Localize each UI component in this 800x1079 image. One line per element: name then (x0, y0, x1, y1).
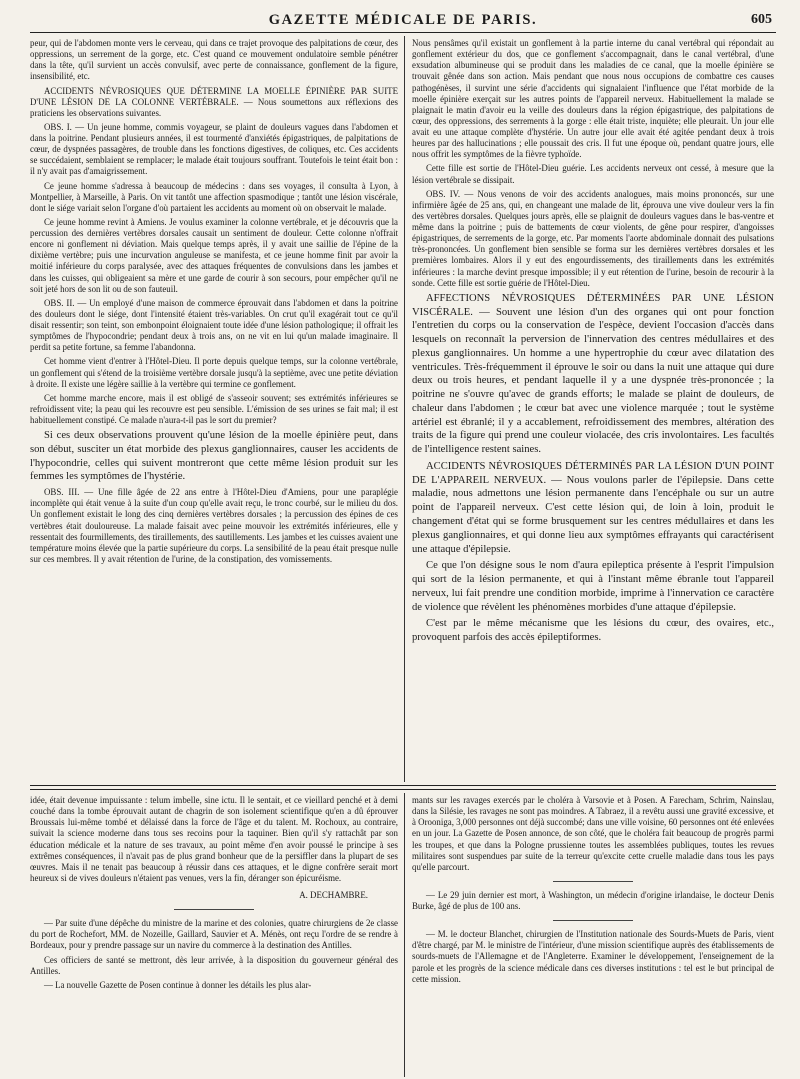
section-heading-paragraph: ACCIDENTS NÉVROSIQUES DÉTERMINÉS PAR LA LÉSION D'UN POINT DE L'APPAREIL NERVEUX. — Nous voulons parler de l'épilepsie. Dans cette maladie, nous admettons une lésion permanente dans l'encéphale ou sur un autre point de l'appareil nerveux. C'est cette lésion qui, de loin à loin, produit le changement d'état qui se forme brusquement sur les centres médullaires et dans les plexus ganglionnaires, et qui donne lieu aux symptômes effrayants qui caractérisent une attaque d'épilepsie. (412, 460, 774, 555)
page-number: 605 (751, 12, 772, 27)
news-item: Ces officiers de santé se mettront, dès leur arrivée, à la disposition du gouverneur général des Antilles. (30, 954, 398, 976)
paragraph: Ce jeune homme s'adressa à beaucoup de médecins : dans ses voyages, il consulta à Lyon, à Montpellier, à Marseille, à Paris. On vit tantôt une affection spasmodique ; tantôt une lésion viscérale, dont le siége variait selon l'organe d'où partaient les accidents au moment où on observait le malade. (30, 180, 398, 213)
paragraph-large: Ce que l'on désigne sous le nom d'aura epileptica présente à l'esprit l'impulsion qui sort de la lésion permanente, et qui à l'instant même ébranle tout l'appareil nerveux, lui fait prendre une condition morbide, imprime à l'innervation ce caractère de violence que révèlent les phénomènes morbides d'une attaque d'épilepsie. (412, 560, 774, 613)
separator (553, 881, 633, 882)
paragraph: Cet homme vient d'entrer à l'Hôtel-Dieu. Il porte depuis quelque temps, sur la colonne vertébrale, un gonflement qui s'étend de la troisième vertèbre dorsale jusqu'à la septième, avec une petite déviation à droite. Il existe une légère saillie à la vertèbre qui termine ce gonflement. (30, 356, 398, 389)
paragraph-large: Si ces deux observations prouvent qu'une lésion de la moelle épinière peut, dans son début, susciter un état morbide des plexus ganglionnaires, causer les accidents de l'hypocondrie, celles qui suivent montreront que cette même lésion produit sur les femmes les symptômes de l'hystérie. (30, 430, 398, 483)
paragraph: Cet homme marche encore, mais il est obligé de s'asseoir souvent; ses extrémités inférieures se refroidissent vite; la peau qui les recouvre est peu sensible. L'émission de ses urines se fait mal; il est habituellement constipé. Ce malade n'aura-t-il pas le sort du premier? (30, 392, 398, 425)
bottom-left-column (30, 795, 398, 1075)
journal-title: GAZETTE MÉDICALE DE PARIS. (268, 12, 538, 28)
paragraph: Nous pensâmes qu'il existait un gonflement à la partie interne du canal vertébral qui répondait au gonflement extérieur du dos, que ce gonflement s'accompagnait, dans le canal vertébral, d'une exsudation albumineuse qui se produit dans les maladies de ce canal, que la moelle épinière se trouvait gênée dans son action. Mais pendant que nous nous occupions de combattre ces causes pathogénèses, il survint une série d'accidents qui signalaient l'influence que l'état morbide de la moelle épinière exerçait sur les autres points de l'appareil nerveux. Habituellement la malade se plaignait le matin d'avoir eu la veille des douleurs dans la région épigastrique, des palpitations de cœur, des oppressions, des serrements à la gorge : elle était triste, inquiète; elle pleurait. Un jour elle avait eu une attaque complète d'hystérie. Un autre jour elle avait été agitée pendant deux à trois heures par des hallucinations ; elle poussait des cris. Il fut une époque où, pendant quatre jours, elle nous offrit les symptômes de la fièvre typhoïde. (412, 38, 774, 160)
news-item: — Par suite d'une dépêche du ministre de la marine et des colonies, quatre chirurgiens de 2e classe du port de Rochefort, MM. de Nozeille, Gaillard, Sauvier et A. Ménès, ont reçu l'ordre de se rendre à Bordeaux, pour y prendre passage sur un navire du commerce à la destination des Antilles. (30, 918, 398, 951)
paragraph-large: C'est par le même mécanisme que les lésions du cœur, des ovaires, etc., provoquent parfois des accès épileptiformes. (412, 618, 774, 644)
news-item: — La nouvelle Gazette de Posen continue à donner les détails les plus alar- (44, 979, 312, 990)
column-divider (404, 793, 405, 1077)
separator (174, 909, 254, 910)
separator (553, 920, 633, 921)
news-item: — M. le docteur Blanchet, chirurgien de l'Institution nationale des Sourds-Muets de Paris, vient d'être chargé, par M. le ministre de l'intérieur, d'une mission scientifique auprès des établissements de sourds-muets de l'Allemagne et de l'Angleterre. Examiner le développement, l'enseignement de la parole et les progrès de la science médicale dans ces diverses institutions : tel est le but principal de cette mission. (412, 929, 774, 984)
paragraph: mants sur les ravages exercés par le choléra à Varsovie et à Posen. A Farecham, Schrim, Nainslau, dans la Silésie, les ravages ne sont pas moindres. A Tabraez, il a revêtu aussi une gravité excessive, et à Orooniga, 3,000 personnes ont déjà succombé; dans une ville voisine, 60 personnes ont été enlevées en un jour. La Gazette de Posen annonce, de son côté, que le choléra fait beaucoup de progrès parmi les troupes, et que dans la Pologne prussienne toutes les assemblées publiques, toutes les revues militaires sont suspendues par suite de la terreur qu'excite cette cruelle maladie dans tous les pays qu'elle parcourt. (412, 795, 774, 872)
page-header (30, 0, 776, 33)
observation-paragraph: OBS. IV. — Nous venons de voir des accidents analogues, mais moins prononcés, sur une infirmière âgée de 25 ans, qui, en changeant une malade de lit, éprouva une vive douleur vers la fin des vertèbres dorsales. Quelques jours après, elle se plaignit de douleurs vagues dans le bas-ventre et même dans la poitrine ; puis de battements de cœur violents, de gêne pour respirer, d'angoisses épigastriques, de serrements de la gorge, etc. Par moments l'aorte abdominale donnait des pulsations très-prononcées. Un gonflement bien sensible se forma sur les dernières vertèbres dorsales et les premières lombaires. Alors il y eut des engourdissements, des tiraillements dans les extrémités inférieures : la marche devint presque impossible; il y eut rétention de l'urine, besoin de recourir à la sonde. Cette fille est sortie guérie de l'Hôtel-Dieu. (412, 188, 774, 288)
top-left-column (30, 38, 398, 780)
top-right-column (412, 38, 774, 780)
observation-paragraph: OBS. I. — Un jeune homme, commis voyageur, se plaint de douleurs vagues dans l'abdomen et dans la poitrine. Pendant plusieurs années, il est tourmenté d'anxiétés épigastriques, de palpitations de cœur, de dyspnées passagères, de trouble dans les fonctions digestives, de coliques, etc. Ces accidents se succédaient, semblaient se remplacer; le malade était toujours souffrant. Toutefois le teint était bon : il n'y avait pas d'amaigrissement. (30, 121, 398, 177)
paragraph: peur, qui de l'abdomen monte vers le cerveau, qui dans ce trajet provoque des palpitations de cœur, des oppressions, un serrement de la gorge, etc. C'est quand ce mouvement ondulatoire semble pénétrer dans la tête, qu'il survient un accès convulsif, avec perte de connaissance, gonflement de la figure, insensibilité, etc. (30, 38, 398, 82)
column-divider (404, 36, 405, 782)
section-rule (30, 785, 776, 786)
news-item: — Le 29 juin dernier est mort, à Washington, un médecin d'origine irlandaise, le docteur Denis Burke, âgé de plus de 100 ans. (412, 889, 774, 911)
paragraph: Ce jeune homme revint à Amiens. Je voulus examiner la colonne vertébrale, et je découvris que la percussion des dernières vertèbres dorsales causait un sentiment de douleur. Cette colonne n'offrait encore ni gonflement ni déviation. Mais quelque temps après, il y avait une saillie de l'épine de la dixième vertèbre; puis une incurvation anguleuse se manifesta, et ce jeune homme finit par avoir la moitié inférieure du corps paralysée, avec des attaques fréquentes de convulsions dans les jambes et dans les cuisses, qui obligeaient sa mère et une garde de courir à son secours, pour empêcher qu'il ne soit jeté hors de son lit ou de son fauteuil. (30, 216, 398, 294)
observation-paragraph: OBS. III. — Une fille âgée de 22 ans entre à l'Hôtel-Dieu d'Amiens, pour une paraplégie incomplète qui était venue à la suite d'un coup qu'elle avait reçu, le tronc courbé, sur le milieu du dos. Un gonflement existait le long des cinq dernières vertèbres dorsales ; la percussion des épines de ces vertèbres était douloureuse. La malade faisait avec peine mouvoir les extrémités inférieures, elle y ressentait des fourmillements, des tiraillements, des sautillements. Les jambes et les cuisses avaient une température moins élevée que la partie supérieure du corps. La sensibilité de la peau était presque nulle sur ces membres. Il y avait rétention de l'urine, de la constipation, des vomissements. (30, 487, 398, 564)
observation-paragraph: OBS. II. — Un employé d'une maison de commerce éprouvait dans l'abdomen et dans la poitrine des douleurs dont le siége, dont l'intensité étaient très-variables. On crut qu'il exagérait tout ce qu'il disait ressentir; son teint, son embonpoint éloignaient toute idée d'une lésion pathologique; il offrait les symptômes de l'hypocondrie; pendant deux à trois ans, on ne vit en lui qu'un malade imaginaire. Il perdit sa petite fortune, sa femme l'abandonna. (30, 297, 398, 353)
section-heading-paragraph: ACCIDENTS NÉVROSIQUES QUE DÉTERMINE LA MOELLE ÉPINIÈRE PAR SUITE D'UNE LÉSION DE LA COLONNE VERTÉBRALE. — Nous soumettons aux réflexions des praticiens les observations suivantes. (30, 85, 398, 118)
paragraph: Cette fille est sortie de l'Hôtel-Dieu guérie. Les accidents nerveux ont cessé, à mesure que la lésion vertébrale se dissipait. (412, 163, 774, 185)
author-signature: A. DECHAMBRE. (299, 890, 368, 900)
bottom-right-column (412, 795, 774, 1075)
paragraph: idée, était devenue impuissante : telum imbelle, sine ictu. Il le sentait, et ce vieillard penché et à demi couché dans la tombe éprouvait autant de chagrin de son isolement scientifique qu'en a dû éprouver Broussais lui-même tombé et délaissé dans la force de l'âge et du talent. M. Rochoux, au contraire, suivait la science moderne dans tous ses recoins pour la taquiner. Bien qu'il s'y rattachât par son éducation médicale et la nature de ses travaux, au point même d'en avoir poussé le principe à ses extrêmes conséquences, il n'avait pas de plus grand bonheur que de la persiffler dans la plupart de ses œuvres. Mais il ne tenait pas beaucoup à réussir dans ces attaques, et le digne confrère serait mort heureux si de vives douleurs n'étaient pas venues, vers la fin, déranger son épicuréisme. (30, 795, 398, 883)
section-rule-thin (30, 789, 776, 790)
section-heading-paragraph: AFFECTIONS NÉVROSIQUES DÉTERMINÉES PAR UNE LÉSION VISCÉRALE. — Souvent une lésion d'un des organes qui ont pour fonction l'entretien du corps ou la conservation de l'espèce, devient l'occasion d'accès dans lesquels on reconnaît la perversion de l'innervation des centres médullaires et des plexus ganglionnaires. Un homme a une hypertrophie du cœur avec dilatation des ventricules. Très-fréquemment il éprouve le soir ou dans la nuit une attaque qui dure deux ou trois heures, et pendant laquelle il y a une dyspnée très-prononcée ; la poitrine ne s'ouvre qu'avec de grands efforts; le malade se plaint de douleurs, de chaleur dans l'abdomen ; le cœur bat avec une violence marquée ; tout le système artériel est ébranlé; il y a accablement, refroidissement des membres, altération des traits de la figure qui prend une couleur violacée, des cris involontaires. Les facultés de l'intelligence restent saines. (412, 292, 774, 456)
